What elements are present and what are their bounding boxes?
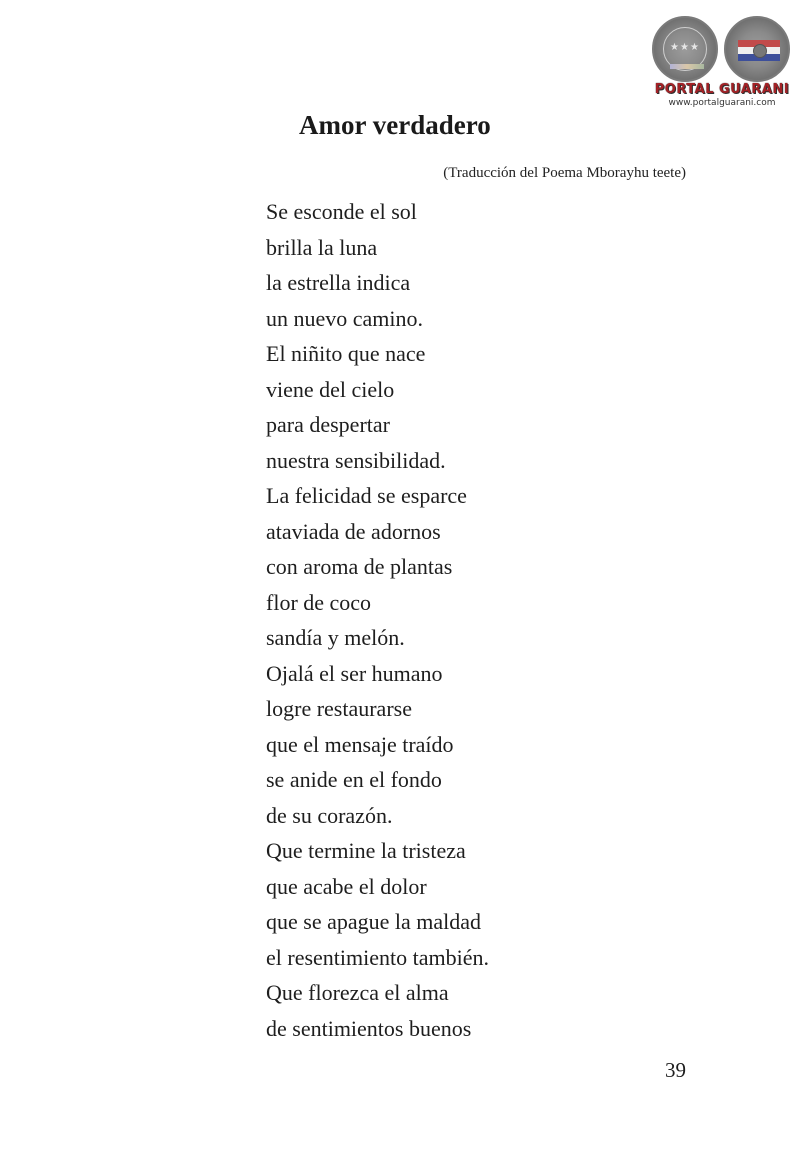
poem-line: que acabe el dolor bbox=[266, 873, 427, 899]
logo-url-text: www.portalguarani.com bbox=[668, 98, 776, 108]
poem-line: se anide en el fondo bbox=[266, 767, 442, 792]
poem-line: para despertar bbox=[266, 412, 390, 437]
poem-line: brilla la luna bbox=[266, 234, 378, 260]
poem-line: de sentimientos buenos bbox=[266, 1015, 472, 1041]
page-number: 39 bbox=[665, 1058, 686, 1082]
poem-line: flor de coco bbox=[266, 589, 372, 615]
poem-subtitle: (Traducción del Poema Mborayhu teete) bbox=[443, 165, 686, 181]
poem-line: Que termine la tristeza bbox=[266, 838, 466, 863]
portal-guarani-logo bbox=[648, 14, 792, 114]
poem-line: viene del cielo bbox=[266, 376, 395, 402]
poem-line: El niñito que nace bbox=[266, 341, 426, 366]
poem-line: de su corazón. bbox=[266, 802, 393, 828]
logo-brand-text: PORTAL GUARANI bbox=[654, 82, 790, 97]
poem-line: nuestra sensibilidad. bbox=[266, 447, 446, 473]
seal-band bbox=[670, 64, 704, 69]
poem-line: el resentimiento también. bbox=[266, 944, 489, 970]
poem-line: que se apague la maldad bbox=[266, 909, 482, 934]
poem-title: Amor verdadero bbox=[299, 110, 491, 140]
poem-line: Se esconde el sol bbox=[266, 199, 417, 224]
poem-line: que el mensaje traído bbox=[266, 731, 454, 757]
poem-line: sandía y melón. bbox=[266, 625, 405, 650]
poem-line: ataviada de adornos bbox=[266, 518, 441, 544]
poem-line: La felicidad se esparce bbox=[266, 483, 467, 508]
flag-emblem-icon bbox=[753, 44, 767, 58]
national-seal-icon bbox=[652, 16, 718, 82]
stars-icon: ★★★ bbox=[670, 42, 700, 53]
poem-line: con aroma de plantas bbox=[266, 554, 453, 579]
poem-line: Ojalá el ser humano bbox=[266, 660, 443, 686]
flag-seal-icon bbox=[724, 16, 790, 82]
poem-line: Que florezca el alma bbox=[266, 980, 449, 1005]
poem-line: un nuevo camino. bbox=[266, 305, 424, 331]
poem-line: la estrella indica bbox=[266, 270, 411, 295]
poem-line: logre restaurarse bbox=[266, 696, 412, 721]
poem-body bbox=[266, 197, 489, 1049]
